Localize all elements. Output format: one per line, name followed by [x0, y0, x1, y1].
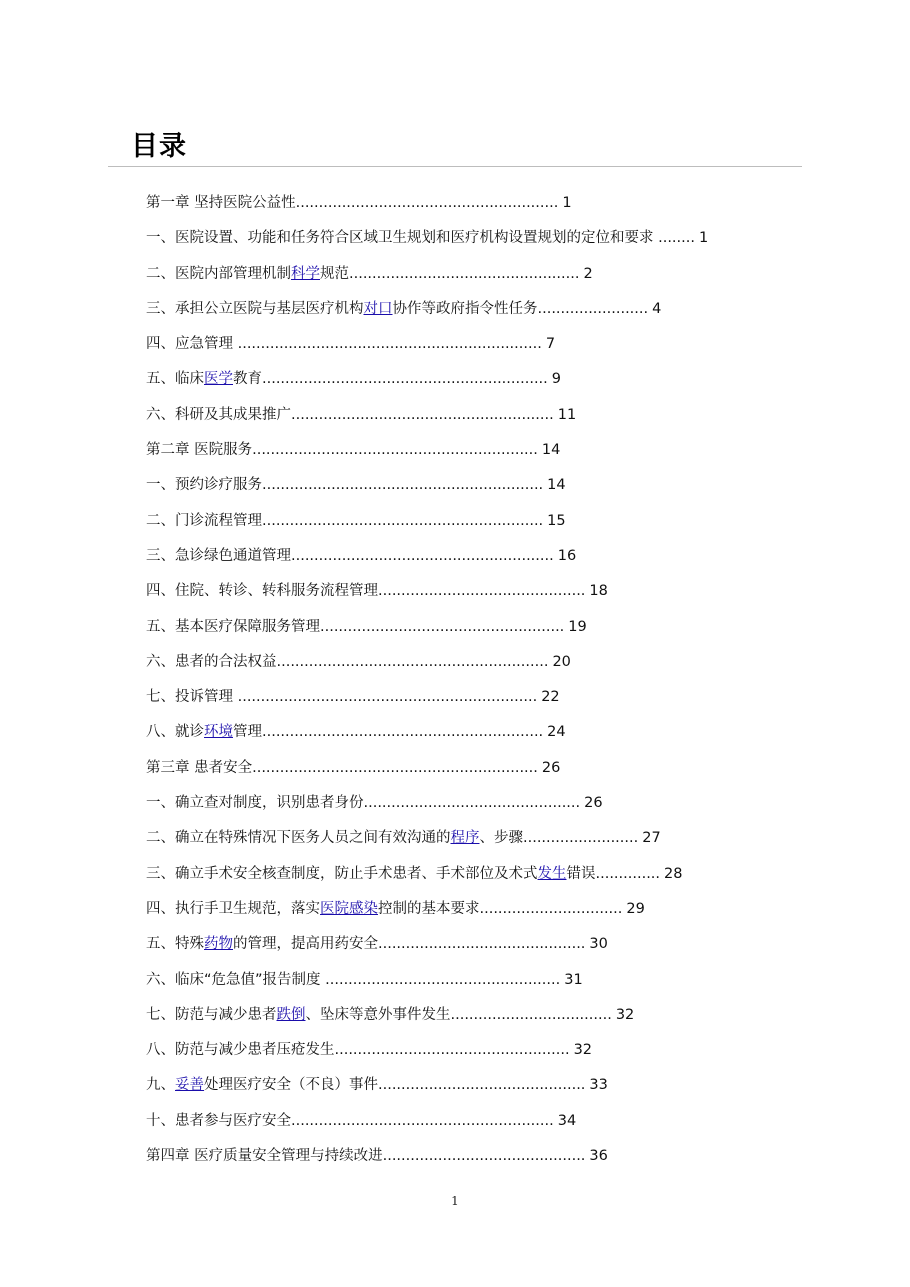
toc-page-number: 9: [551, 371, 562, 388]
toc-page-number: 1: [698, 230, 709, 247]
toc-leader-dots: .........................................................: [295, 195, 559, 211]
toc-entry[interactable]: [146, 786, 806, 821]
toc-page-number: 15: [547, 512, 566, 529]
toc-page-number: 26: [541, 759, 561, 776]
toc-leader-dots: ...............................................: [363, 795, 581, 812]
toc-entry-text: 四、住院、转诊、转科服务流程管理: [146, 583, 378, 600]
toc-entry[interactable]: [146, 292, 806, 327]
toc-entry-text: 三、确立手术安全核查制度，防止手术患者、手术部位及术式: [146, 865, 538, 882]
toc-entry[interactable]: [146, 504, 806, 539]
table-of-contents: [146, 186, 806, 1174]
toc-entry-text: 控制的基本要求: [378, 900, 480, 917]
toc-page-number: 28: [664, 865, 683, 882]
toc-entry[interactable]: [146, 362, 806, 397]
toc-page-number: 4: [652, 300, 662, 317]
toc-entry[interactable]: [146, 398, 806, 433]
toc-entry-link[interactable]: 医院感染: [320, 900, 378, 917]
toc-leader-dots: .................................................................: [233, 689, 538, 706]
toc-page-number: 1: [562, 195, 572, 211]
toc-entry[interactable]: [146, 468, 806, 503]
toc-page-number: 7: [545, 336, 556, 353]
toc-entry-text: 错误: [566, 865, 596, 882]
toc-entry-text: 四、执行手卫生规范，落实: [146, 900, 320, 917]
toc-entry-text: 二、门诊流程管理: [146, 512, 262, 529]
toc-leader-dots: .............................................: [378, 1077, 586, 1094]
toc-leader-dots: .............................................................: [262, 724, 544, 741]
page-title: 目录: [131, 131, 187, 162]
toc-entry-text: 二、医院内部管理机制: [146, 265, 291, 282]
toc-leader-dots: .............................................................: [262, 477, 544, 494]
toc-entry-link[interactable]: 科学: [291, 265, 320, 282]
toc-page-number: 31: [564, 971, 583, 988]
toc-entry-text: 三、承担公立医院与基层医疗机构: [146, 300, 364, 317]
toc-page-number: 2: [583, 265, 593, 282]
toc-entry[interactable]: [146, 751, 806, 786]
toc-entry[interactable]: [146, 680, 806, 715]
toc-entry-text: 四、应急管理: [146, 336, 233, 353]
toc-page-number: 26: [584, 795, 603, 812]
toc-entry[interactable]: [146, 433, 806, 468]
toc-leader-dots: .........................: [523, 830, 639, 847]
toc-entry-text: 、坠床等意外事件发生: [305, 1006, 451, 1023]
toc-entry[interactable]: [146, 857, 806, 892]
toc-entry[interactable]: [146, 963, 806, 998]
toc-page-number: 20: [552, 653, 571, 670]
toc-page-number: 24: [547, 724, 566, 741]
toc-leader-dots: ..............: [595, 865, 661, 882]
toc-page-number: 33: [589, 1077, 608, 1094]
toc-entry-text: 处理医疗安全（不良）事件: [204, 1077, 378, 1094]
toc-entry-text: 第三章 患者安全: [146, 759, 253, 776]
toc-leader-dots: .........................................................: [291, 547, 554, 564]
toc-page-number: 19: [568, 618, 587, 635]
toc-leader-dots: .....................................................: [320, 618, 565, 635]
toc-entry-link[interactable]: 环境: [204, 724, 233, 741]
toc-page-number: 16: [557, 547, 577, 564]
toc-page-number: 22: [541, 689, 560, 706]
toc-entry-text: 管理: [233, 724, 262, 741]
toc-entry-text: 七、防范与减少患者: [146, 1006, 277, 1023]
toc-leader-dots: ...................................: [450, 1006, 612, 1023]
page-number: 1: [451, 1194, 459, 1208]
toc-entry-text: 一、预约诊疗服务: [146, 477, 262, 494]
toc-entry[interactable]: [146, 1033, 806, 1068]
toc-entry-text: 五、临床: [146, 371, 204, 388]
toc-entry[interactable]: [146, 610, 806, 645]
toc-page-number: 34: [557, 1112, 577, 1129]
toc-entry-link[interactable]: 医学: [204, 371, 233, 388]
toc-entry-text: 八、就诊: [146, 724, 204, 741]
toc-leader-dots: ...........................................................: [276, 653, 549, 670]
toc-page-number: 27: [642, 830, 661, 847]
toc-leader-dots: ..................................................................: [233, 336, 542, 353]
toc-entry-text: 教育: [233, 371, 262, 388]
toc-entry[interactable]: [146, 998, 806, 1033]
toc-entry-text: 一、确立查对制度，识别患者身份: [146, 795, 364, 812]
toc-leader-dots: .............................................................: [262, 512, 544, 529]
toc-leader-dots: .........................................................: [291, 406, 554, 423]
toc-leader-dots: ...................................................: [320, 971, 561, 988]
toc-entry-text: 五、基本医疗保障服务管理: [146, 618, 320, 635]
toc-entry-text: 的管理，提高用药安全: [233, 936, 378, 953]
toc-page-number: 11: [557, 406, 577, 423]
toc-entry[interactable]: [146, 327, 806, 362]
toc-entry-text: 六、患者的合法权益: [146, 653, 277, 670]
toc-entry[interactable]: [146, 186, 806, 221]
toc-entry-text: 八、防范与减少患者压疮发生: [146, 1042, 335, 1059]
toc-entry[interactable]: [146, 715, 806, 750]
toc-entry-text: 五、特殊: [146, 936, 204, 953]
toc-entry-text: 协作等政府指令性任务: [392, 300, 538, 317]
toc-entry-link[interactable]: 发生: [537, 865, 567, 882]
toc-leader-dots: ........: [653, 230, 695, 247]
toc-entry-text: 九、: [146, 1077, 175, 1094]
title-divider: [108, 166, 802, 167]
toc-entry-text: 二、确立在特殊情况下医务人员之间有效沟通的: [146, 830, 451, 847]
toc-entry-text: 规范: [320, 265, 349, 282]
toc-page-number: 14: [541, 442, 561, 459]
toc-entry[interactable]: [146, 221, 806, 256]
toc-leader-dots: ..................................................: [349, 265, 580, 282]
toc-leader-dots: ..............................................................: [252, 442, 538, 459]
toc-page-number: 32: [615, 1006, 635, 1023]
toc-entry-text: 一、医院设置、功能和任务符合区域卫生规划和医疗机构设置规划的定位和要求: [146, 230, 654, 247]
toc-entry-text: 六、科研及其成果推广: [146, 406, 291, 423]
toc-page-number: 18: [589, 583, 608, 600]
toc-entry-text: 十、患者参与医疗安全: [146, 1112, 291, 1129]
toc-entry[interactable]: [146, 539, 806, 574]
toc-entry-link[interactable]: 程序: [450, 830, 480, 847]
toc-entry-text: 第四章 医疗质量安全管理与持续改进: [146, 1148, 383, 1165]
toc-entry-link[interactable]: 对口: [363, 300, 393, 317]
toc-entry-text: 、步骤: [479, 830, 523, 847]
toc-entry-text: 三、急诊绿色通道管理: [146, 547, 291, 564]
toc-entry-text: 七、投诉管理: [146, 689, 233, 706]
toc-leader-dots: .............................................: [378, 583, 586, 600]
toc-leader-dots: .........................................................: [291, 1112, 554, 1129]
toc-leader-dots: ...................................................: [334, 1042, 570, 1059]
toc-entry[interactable]: [146, 821, 806, 856]
toc-entry-link[interactable]: 妥善: [175, 1077, 204, 1094]
toc-entry[interactable]: [146, 1068, 806, 1103]
toc-entry-link[interactable]: 跌倒: [276, 1006, 306, 1023]
toc-entry[interactable]: [146, 257, 806, 292]
toc-entry-text: 六、临床“危急值”报告制度: [146, 971, 321, 988]
toc-entry-text: 第一章 坚持医院公益性: [146, 195, 296, 211]
toc-page-number: 30: [589, 936, 608, 953]
toc-leader-dots: ..............................................................: [262, 371, 548, 388]
toc-page-number: 29: [626, 900, 645, 917]
toc-page-number: 14: [547, 477, 566, 494]
toc-entry[interactable]: [146, 574, 806, 609]
toc-entry[interactable]: [146, 1139, 806, 1174]
toc-leader-dots: ............................................: [382, 1148, 586, 1165]
toc-page-number: 32: [573, 1042, 593, 1059]
toc-page-number: 36: [589, 1148, 608, 1165]
toc-leader-dots: ...............................: [479, 900, 623, 917]
toc-leader-dots: ........................: [537, 300, 649, 317]
toc-leader-dots: .............................................: [378, 936, 586, 953]
toc-entry[interactable]: [146, 645, 806, 680]
toc-entry-text: 第二章 医院服务: [146, 442, 253, 459]
toc-entry[interactable]: [146, 1104, 806, 1139]
toc-entry[interactable]: [146, 927, 806, 962]
toc-entry-link[interactable]: 药物: [204, 936, 233, 953]
toc-entry[interactable]: [146, 892, 806, 927]
toc-leader-dots: ..............................................................: [252, 759, 538, 776]
